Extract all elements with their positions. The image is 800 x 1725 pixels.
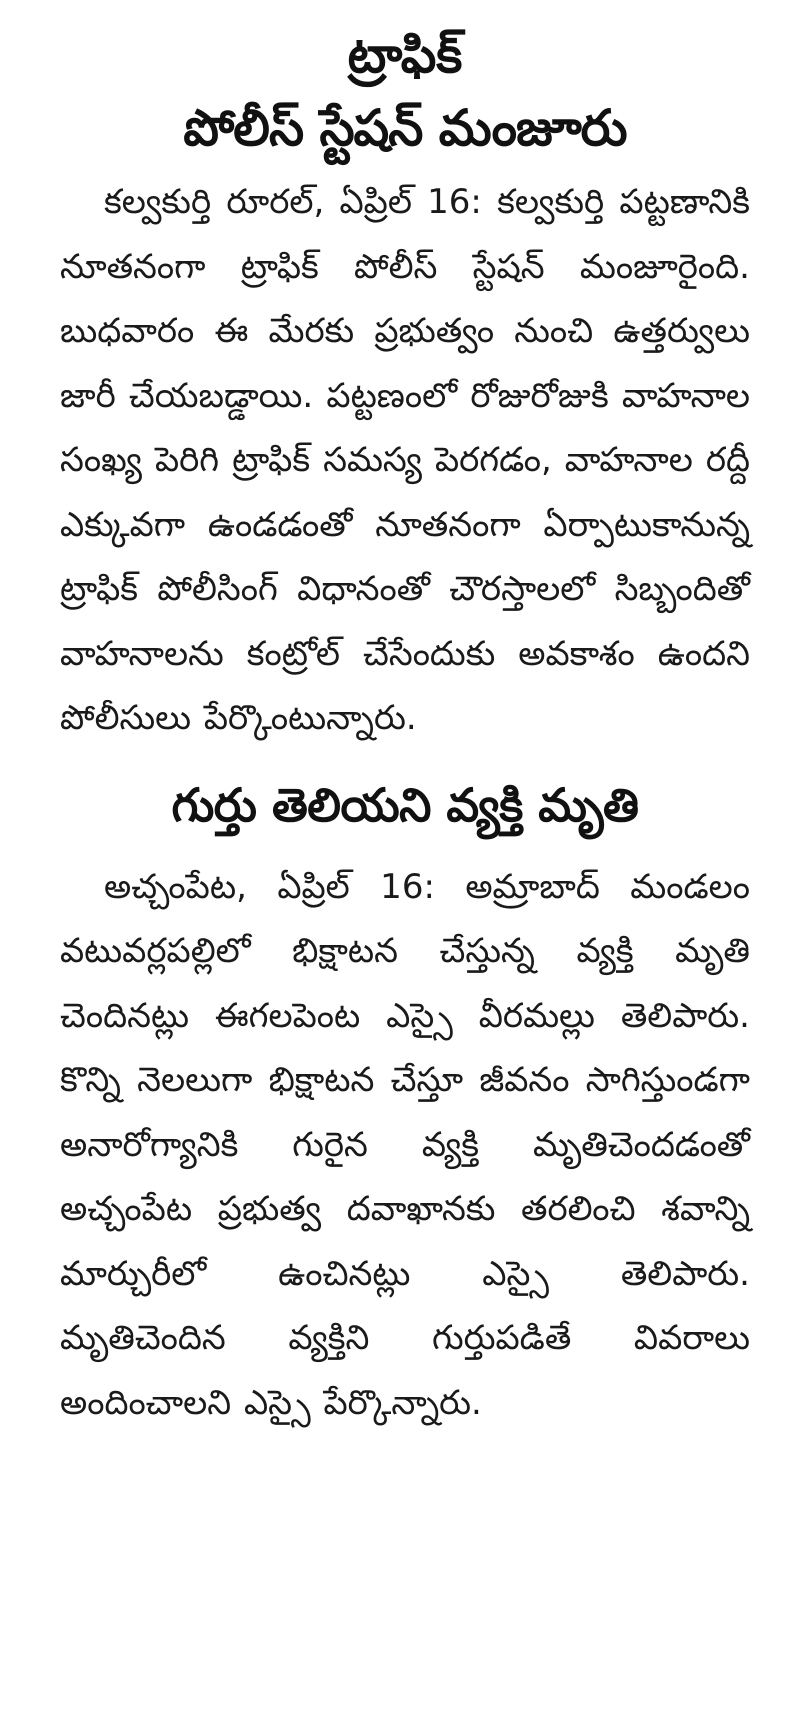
article1-headline-line2: పోలీస్ స్టేషన్ మంజూరు	[183, 99, 627, 157]
previous-article-cutoff	[60, 0, 750, 8]
article2-body: అచ్చంపేట, ఏప్రిల్ 16: అమ్రాబాద్ మండలం వటువర్లపల్లిలో భిక్షాటన చేస్తున్న వ్యక్తి మృతి చెందినట్లు ఈగలపెంట ఎస్సై వీరమల్లు తెలిపారు. కొన్ని నెలలుగా భిక్షాటన చేస్తూ జీవనం సాగిస్తుండగా అనారోగ్యానికి గురైన వ్యక్తి మృతిచెందడంతో అచ్చంపేట ప్రభుత్వ దవాఖానకు తరలించి శవాన్ని మార్చురీలో ఉంచినట్లు ఎస్సై తెలిపారు. మృతిచెందిన వ్యక్తిని గుర్తుపడితే వివరాలు అందించాలని ఎస్సై పేర్కొన్నారు.	[60, 866, 750, 1423]
article1-headline-line1: ట్రాఫిక్	[347, 26, 463, 84]
article2-headline: గుర్తు తెలియని వ్యక్తి మృతి	[171, 777, 639, 832]
article1-body: కల్వకుర్తి రూరల్, ఏప్రిల్ 16: కల్వకుర్తి పట్టణానికి నూతనంగా ట్రాఫిక్ పోలీస్ స్టేషన్ మంజూరైంది. బుధవారం ఈ మేరకు ప్రభుత్వం నుంచి ఉత్తర్వులు జారీ చేయబడ్డాయి. పట్టణంలో రోజురోజుకి వాహనాల సంఖ్య పెరిగి ట్రాఫిక్ సమస్య పెరగడం, వాహనాల రద్దీ ఎక్కువగా ఉండడంతో నూతనంగా ఏర్పాటుకానున్న ట్రాఫిక్ పోలీసింగ్ విధానంతో చౌరస్తాలలో సిబ్బందితో వాహనాలను కంట్రోల్ చేసేందుకు అవకాశం ఉందని పోలీసులు పేర్కొంటున్నారు.	[60, 182, 750, 738]
